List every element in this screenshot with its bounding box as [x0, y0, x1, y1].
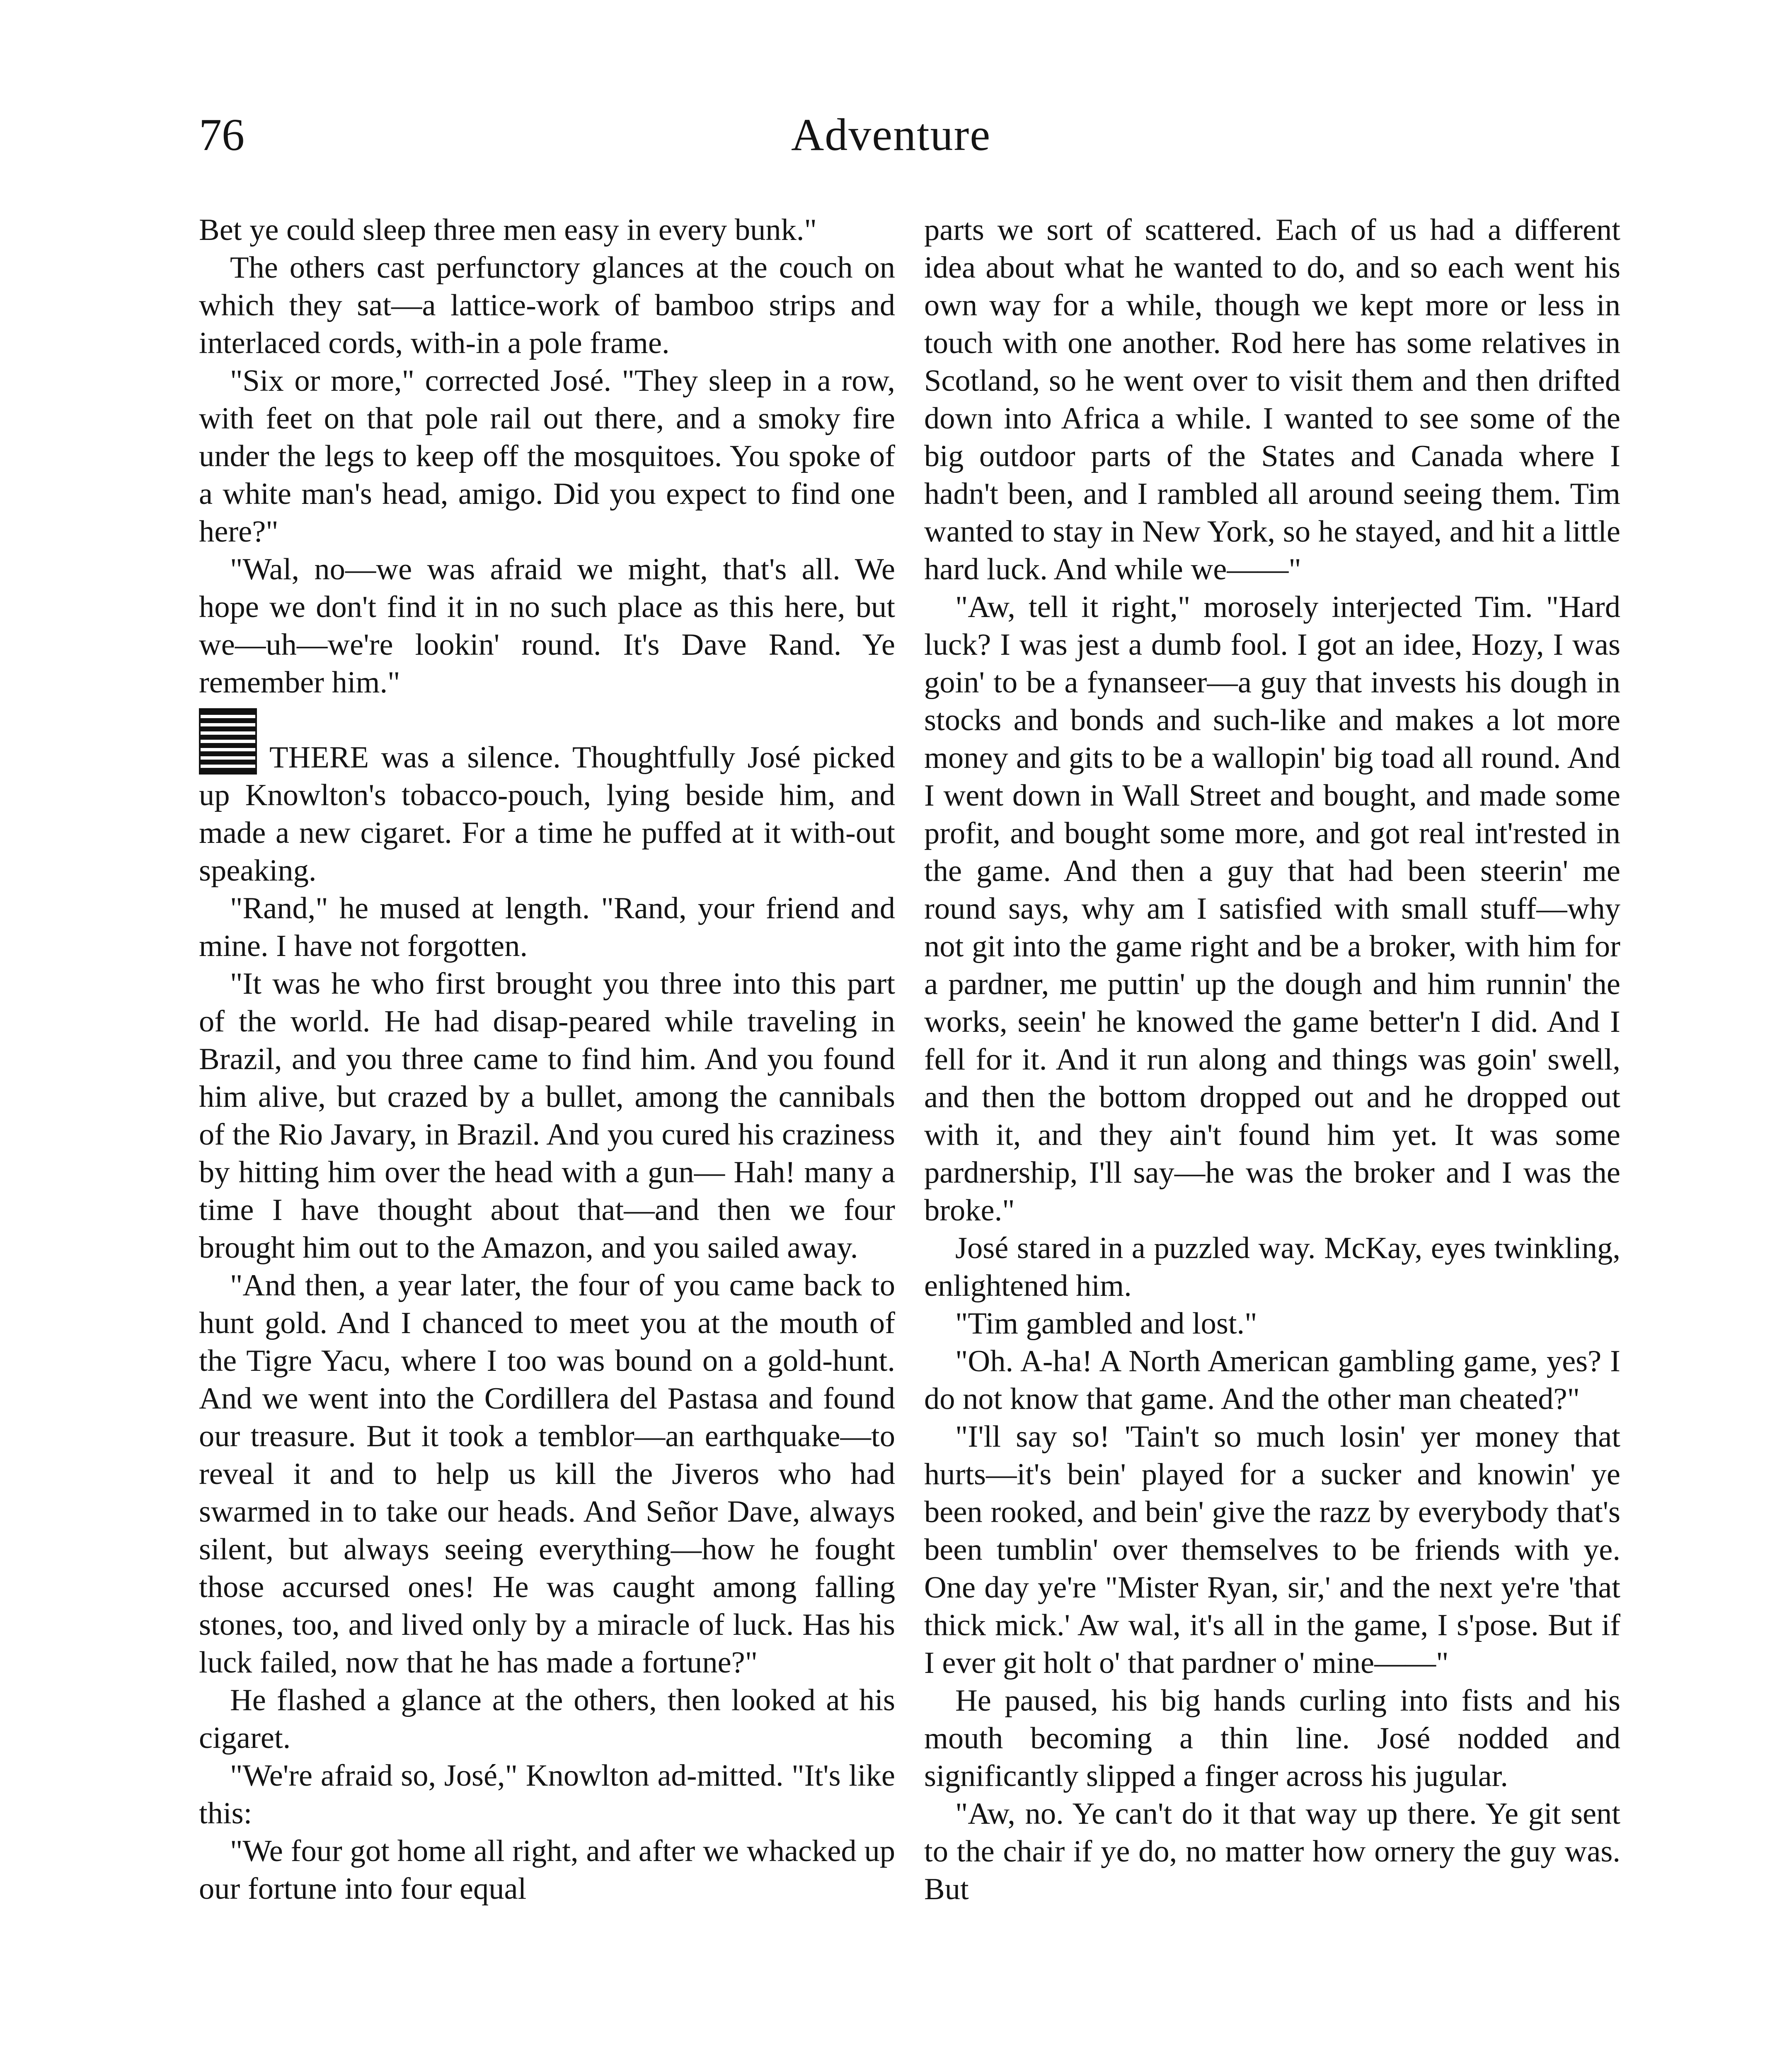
paragraph: "We four got home all right, and after we whacked up our fortune into four equal — [199, 1834, 895, 1906]
paragraph: "Tim gambled and lost." — [955, 1307, 1257, 1341]
paragraph: José stared in a puzzled way. McKay, eyes twinkling, enlightened him. — [924, 1231, 1620, 1303]
paragraph: "Aw, tell it right," morosely interjected Tim. "Hard luck? I was jest a dumb fool. I got an idee, Hozy, I was goin' to be a fynanseer—a guy that invests his dough in stocks and bonds and such-like and makes a lot more money and gits to be a wallopin' big toad all round. And I went down in Wall Street and bought, and made some profit, and bought some more, and got real int'rested in the game. And then a guy that had been steerin' me round says, why am I satisfied with small stuff—why not git into the game right and be a broker, with him for a pardner, me puttin' up the dough and him runnin' the works, seein' he knowed the game better'n I did. And I fell for it. And it run along and things was goin' swell, and then the bottom dropped out and he dropped out with it, and they ain't found him yet. It was some pardnership, I'll say—he was the broker and I was the broke." — [924, 590, 1620, 1227]
paragraph: "And then, a year later, the four of you came back to hunt gold. And I chanced to meet you at the mouth of the Tigre Yacu, where I too was bound on a gold-hunt. And we went into the Cordillera del Pastasa and found our treasure. But it took a temblor—an earthquake—to reveal it and to help us kill the Jiveros who had swarmed in to take our heads. And Señor Dave, always silent, but always seeing everything—how he fought those accursed ones! He was caught among falling stones, too, and lived only by a miracle of luck. Has his luck failed, now that he has made a fortune?" — [199, 1268, 895, 1680]
paragraph: THERE was a silence. Thoughtfully José picked up Knowlton's tobacco-pouch, lying beside him, and made a new cigaret. For a time he puffed at it with-out speaking. — [199, 741, 895, 888]
running-head: Adventure — [791, 109, 991, 160]
paragraph: "Six or more," corrected José. "They sleep in a row, with feet on that pole rail out there, and a smoky fire under the legs to keep off the mosquitoes. You spoke of a white man's head, amigo. Did you expect to find one here?" — [199, 364, 895, 549]
paragraph: "Oh. A-ha! A North American gambling game, yes? I do not know that game. And the other man cheated?" — [924, 1344, 1620, 1416]
right-column — [924, 211, 1620, 1908]
paragraph: "I'll say so! 'Tain't so much losin' yer money that hurts—it's bein' played for a sucker and knowin' ye been rooked, and bein' give the razz by everybody that's been tumblin' over themselves to be friends with ye. One day ye're "Mister Ryan, sir,' and the next ye're 'that thick mick.' Aw wal, it's all in the game, I s'pose. But if I ever git holt o' that pardner o' mine——" — [924, 1420, 1620, 1680]
left-column — [199, 211, 895, 1908]
paragraph: "We're afraid so, José," Knowlton ad-mitted. "It's like this: — [199, 1759, 895, 1830]
paragraph: "Rand," he mused at length. "Rand, your friend and mine. I have not forgotten. — [199, 891, 895, 963]
paragraph: "Aw, no. Ye can't do it that way up there. Ye git sent to the chair if ye do, no matter how ornery the guy was. But — [924, 1797, 1620, 1906]
paragraph: The others cast perfunctory glances at the couch on which they sat—a lattice-work of bamboo strips and interlaced cords, with-in a pole frame. — [199, 251, 895, 360]
page-number: 76 — [199, 109, 245, 160]
paragraph: "Wal, no—we was afraid we might, that's all. We hope we don't find it in no such place as this here, but we—uh—we're lookin' round. It's Dave Rand. Ye remember him." — [199, 552, 895, 700]
paragraph: He paused, his big hands curling into fists and his mouth becoming a thin line. José nodded and significantly slipped a finger across his jugular. — [924, 1684, 1620, 1793]
ornamental-initial — [199, 708, 257, 775]
paragraph: "It was he who first brought you three into this part of the world. He had disap-peared while traveling in Brazil, and you three came to find him. And you found him alive, but crazed by a bullet, among the cannibals of the Rio Javary, in Brazil. And you cured his craziness by hitting him over the head with a gun— Hah! many a time I have thought about that—and then we four brought him out to the Amazon, and you sailed away. — [199, 967, 895, 1265]
paragraph: Bet ye could sleep three men easy in every bunk." — [199, 213, 817, 247]
paragraph: parts we sort of scattered. Each of us had a different idea about what he wanted to do, and so each went his own way for a while, though we kept more or less in touch with one another. Rod here has some relatives in Scotland, so he went over to visit them and then drifted down into Africa a while. I wanted to see some of the big outdoor parts of the States and Canada where I hadn't been, and I rambled all around seeing them. Tim wanted to stay in New York, so he stayed, and hit a little hard luck. And while we——" — [924, 213, 1620, 586]
paragraph: He flashed a glance at the others, then looked at his cigaret. — [199, 1683, 895, 1755]
